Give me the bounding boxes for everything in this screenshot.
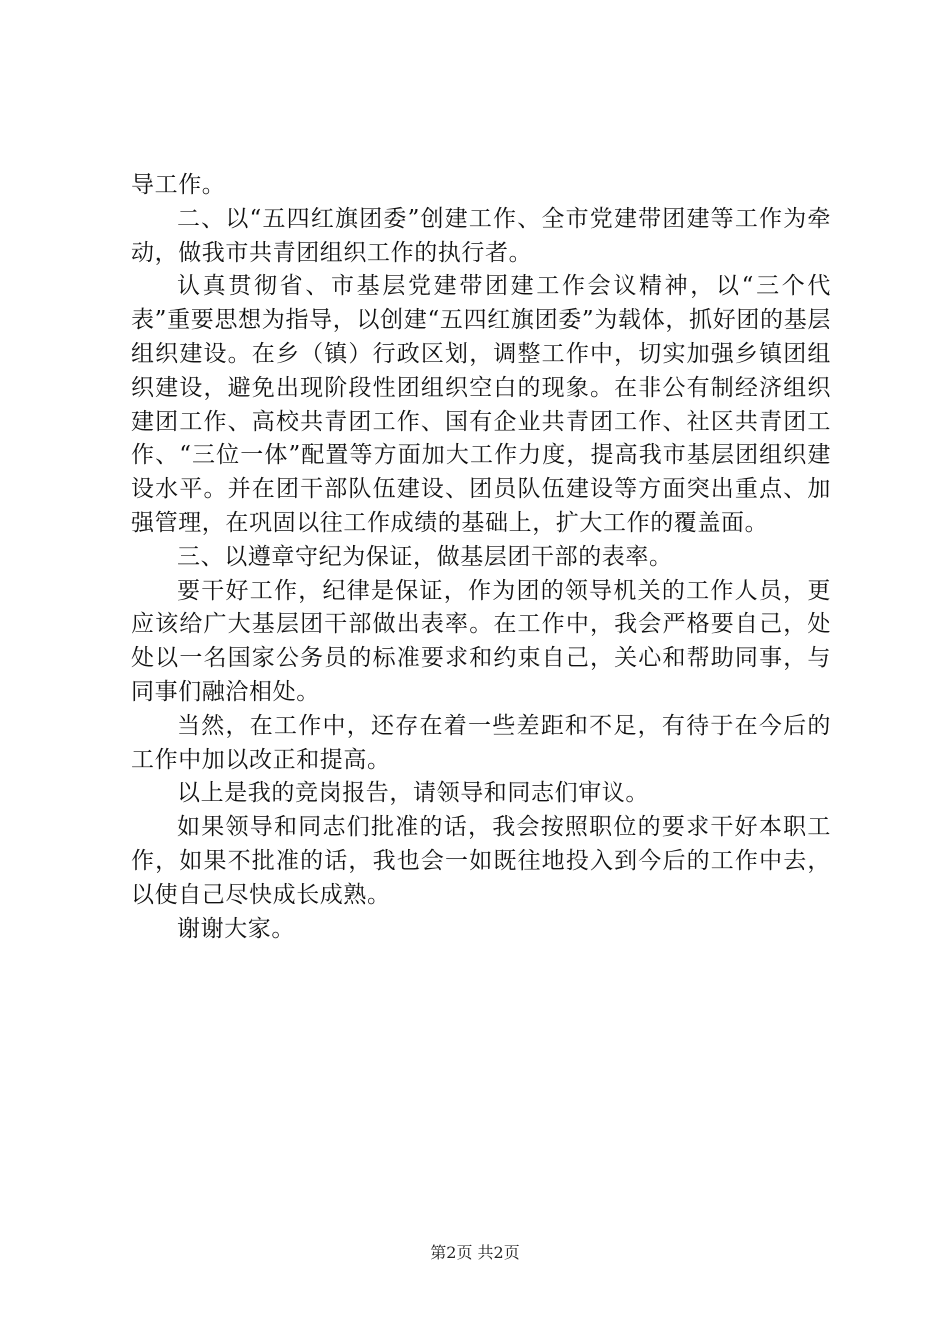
paragraph-commitment: 如果领导和同志们批准的话，我会按照职位的要求干好本职工作，如果不批准的话，我也会一如既往地投入到今后的工作中去，以使自己尽快成长成熟。 (131, 814, 831, 908)
page-number-footer: 第2页 共2页 (430, 1243, 520, 1262)
paragraph-section-2-body: 认真贯彻省、市基层党建带团建工作会议精神，以“三个代表”重要思想为指导，以创建“五四红旗团委”为载体，抓好团的基层组织建设。在乡（镇）行政区划，调整工作中，切实加强乡镇团组织建设，避免出现阶段性团组织空白的现象。在非公有制经济组织建团工作、高校共青团工作、国有企业共青团工作、社区共青团工作、“三位一体”配置等方面加大工作力度，提高我市基层团组织建设水平。并在团干部队伍建设、团员队伍建设等方面突出重点、加强管理，在巩固以往工作成绩的基础上，扩大工作的覆盖面。 (131, 273, 831, 536)
section-heading-2: 二、以“五四红旗团委”创建工作、全市党建带团建等工作为牵动，做我市共青团组织工作的执行者。 (131, 205, 831, 266)
paragraph-section-3-body: 要干好工作，纪律是保证，作为团的领导机关的工作人员，更应该给广大基层团干部做出表率。在工作中，我会严格要自己，处处以一名国家公务员的标准要求和约束自己，关心和帮助同事，与同事们融洽相处。 (131, 577, 831, 705)
paragraph-report-close: 以上是我的竞岗报告，请领导和同志们审议。 (177, 780, 649, 807)
paragraph-continuation: 导工作。 (131, 172, 226, 198)
document-body (131, 169, 831, 946)
paragraph-thanks: 谢谢大家。 (177, 915, 295, 942)
paragraph-shortcomings: 当然，在工作中，还存在着一些差距和不足，有待于在今后的工作中加以改正和提高。 (131, 712, 831, 773)
section-heading-3: 三、以遵章守纪为保证，做基层团干部的表率。 (177, 543, 673, 570)
